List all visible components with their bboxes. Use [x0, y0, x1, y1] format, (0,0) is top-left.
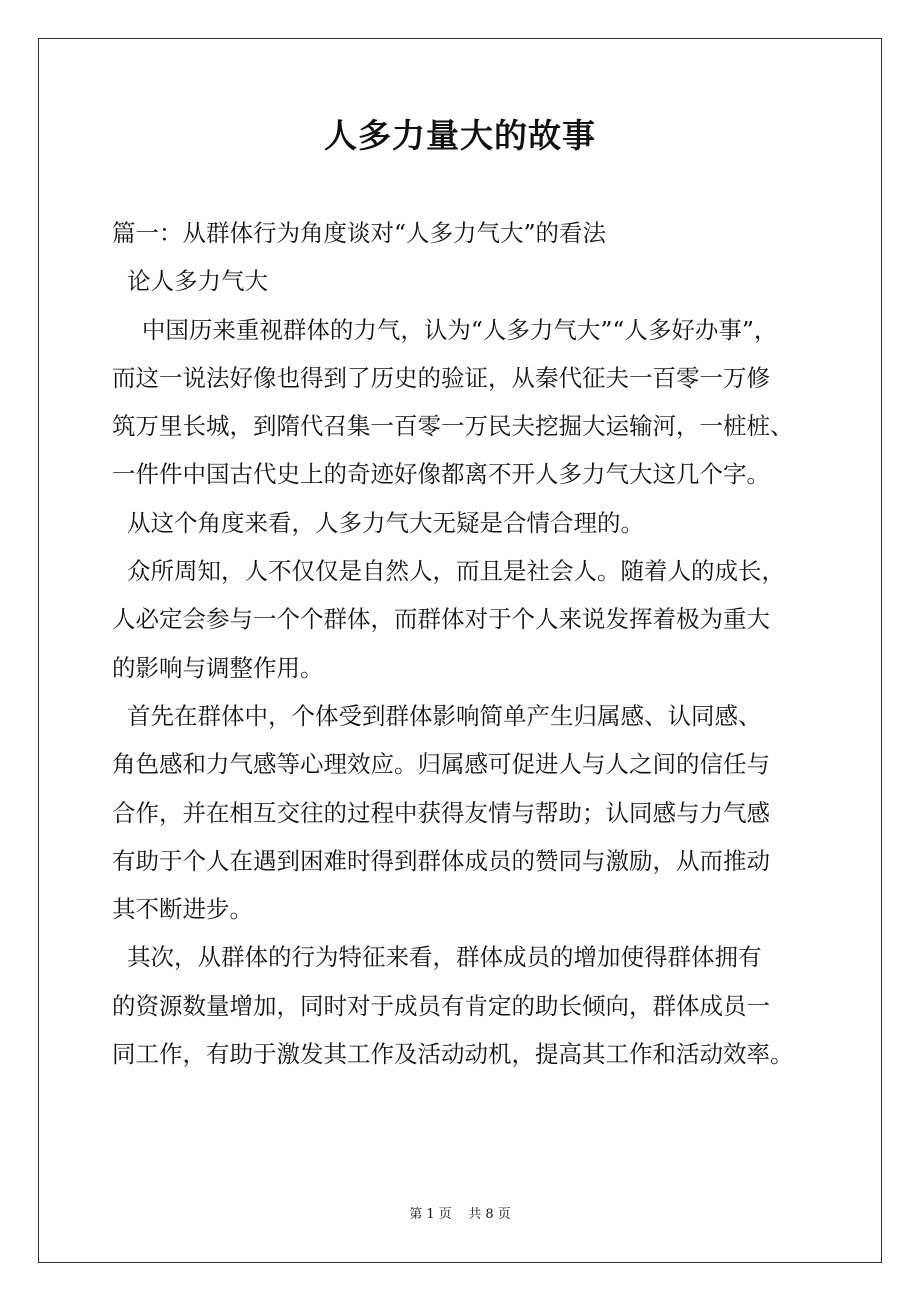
page-footer — [0, 1205, 920, 1225]
paragraph-line: 筑万里长城，到隋代召集一百零一万民夫挖掘大运输河，一桩桩、 — [112, 412, 794, 441]
paragraph-line: 一件件中国古代史上的奇迹好像都离不开人多力气大这几个字。 — [112, 460, 770, 489]
paragraph-line: 首先在群体中，个体受到群体影响简单产生归属感、认同感、 — [112, 701, 762, 730]
paragraph-line: 有助于个人在遇到困难时得到群体成员的赞同与激励，从而推动 — [112, 846, 770, 875]
paragraph-line: 合作，并在相互交往的过程中获得友情与帮助；认同感与力气感 — [112, 798, 770, 827]
heading-line: 篇一：从群体行为角度谈对“人多力气大”的看法 — [112, 219, 607, 247]
paragraph-line: 而这一说法好像也得到了历史的验证，从秦代征夫一百零一万修 — [112, 363, 770, 392]
paragraph-line: 同工作，有助于激发其工作及活动动机，提高其工作和活动效率。 — [112, 1040, 794, 1069]
paragraph-line: 的影响与调整作用。 — [112, 653, 324, 682]
paragraph-line: 其次，从群体的行为特征来看，群体成员的增加使得群体拥有 — [112, 943, 762, 972]
paragraph-line: 角色感和力气感等心理效应。归属感可促进人与人之间的信任与 — [112, 750, 770, 779]
document-body — [112, 209, 832, 1078]
subheading-line: 论人多力气大 — [112, 267, 268, 296]
paragraph-line: 中国历来重视群体的力气，认为“人多力气大”“人多好办事”， — [112, 315, 778, 344]
paragraph-line: 人必定会参与一个个群体，而群体对于个人来说发挥着极为重大 — [112, 605, 770, 634]
paragraph-line: 其不断进步。 — [112, 895, 253, 924]
page-number: 第 1 页 共 8 页 — [409, 1207, 511, 1222]
paragraph-line: 众所周知，人不仅仅是自然人，而且是社会人。随着人的成长， — [112, 557, 785, 586]
paragraph-line: 的资源数量增加，同时对于成员有肯定的助长倾向，群体成员一 — [112, 991, 770, 1020]
document-title: 人多力量大的故事 — [324, 116, 596, 155]
paragraph-line: 从这个角度来看，人多力气大无疑是合情合理的。 — [112, 508, 644, 537]
